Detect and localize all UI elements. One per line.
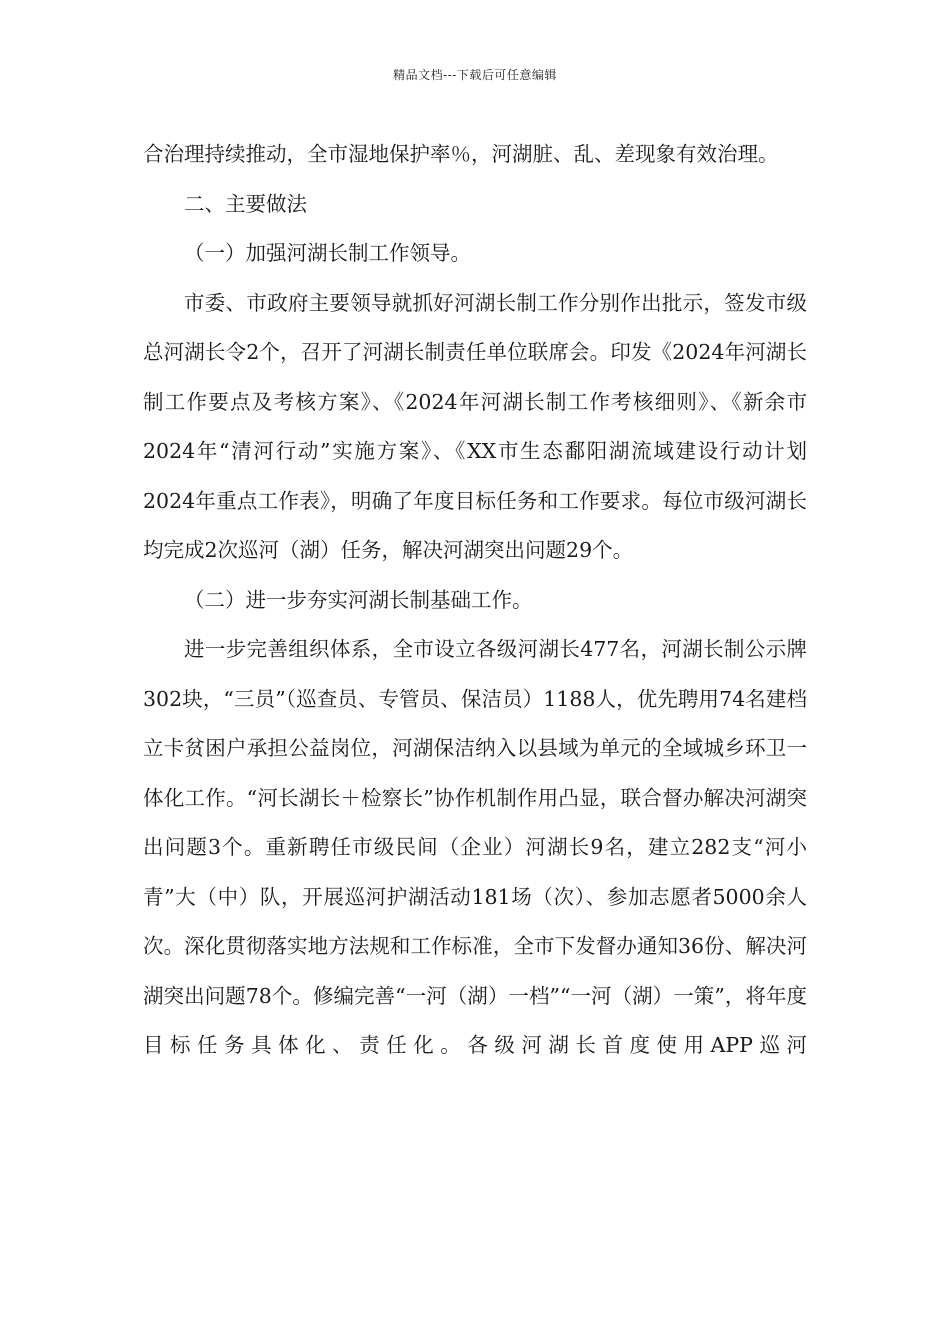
page-header: 精品文档---下载后可任意编辑 — [393, 68, 557, 82]
paragraph-leadership: 市委、市政府主要领导就抓好河湖长制工作分别作出批示，签发市级总河湖长令2个，召开了河湖长制责任单位联席会。印发《2024年河湖长制工作要点及考核方案》、《2024年河湖长制工作考核细则》、《新余市2024年“清河行动”实施方案》、《XX市生态鄱阳湖流域建设行动计划2024年重点工作表》，明确了年度目标任务和工作要求。每位市级河湖长均完成2次巡河（湖）任务，解决河湖突出问题29个。 — [143, 290, 807, 562]
paragraph-foundation-work: 进一步完善组织体系，全市设立各级河湖长477名，河湖长制公示牌302块，“三员”（巡查员、专管员、保洁员）1188人，优先聘用74名建档立卡贫困户承担公益岗位，河湖保洁纳入以县域为单元的全域城乡环卫一体化工作。“河长湖长＋检察长”协作机制作用凸显，联合督办解决河湖突出问题3个。重新聘任市级民间（企业）河湖长9名，建立282支“河小青”大（中）队，开展巡河护湖活动181场（次）、参加志愿者5000余人次。深化贯彻落实地方法规和工作标准，全市下发督办通知36份、解决河湖突出问题78个。修编完善“一河（湖）一档”“一河（湖）一策”，将年度目标任务具体化、责任化。各级河湖长首度使用APP巡河 — [143, 637, 807, 1057]
section-heading-main-practices: 二、主要做法 — [184, 191, 307, 216]
document-body — [143, 130, 807, 1071]
paragraph-continuation: 合治理持续推动，全市湿地保护率％，河湖脏、乱、差现象有效治理。 — [143, 142, 779, 166]
subsection-heading-1: （一）加强河湖长制工作领导。 — [184, 241, 471, 265]
subsection-heading-2: （二）进一步夯实河湖长制基础工作。 — [184, 587, 533, 612]
